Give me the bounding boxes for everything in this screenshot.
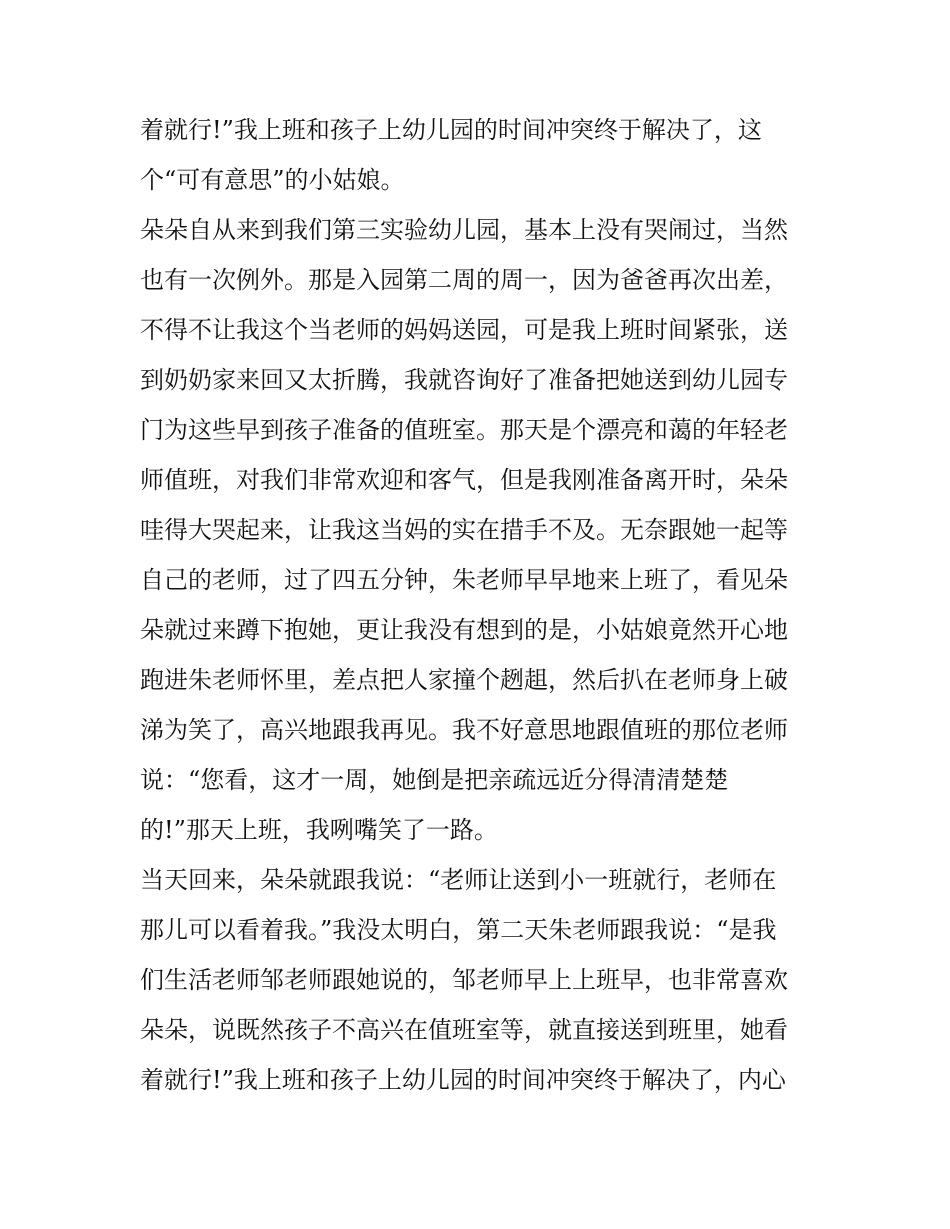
- text-line: 当天回来，朵朵就跟我说：“老师让送到小一班就行，老师在: [140, 866, 777, 894]
- text-line: 门为这些早到孩子准备的值班室。那天是个漂亮和蔼的年轻老: [140, 416, 788, 444]
- text-line: 说：“您看，这才一周，她倒是把亲疏远近分得清清楚楚: [140, 766, 729, 794]
- text-line: 不得不让我这个当老师的妈妈送园，可是我上班时间紧张，送: [140, 316, 788, 344]
- text-line: 自己的老师，过了四五分钟，朱老师早早地来上班了，看见朵: [140, 566, 788, 594]
- text-line: 个“可有意思”的小姑娘。: [140, 166, 405, 194]
- text-line: 朵朵自从来到我们第三实验幼儿园，基本上没有哭闹过，当然: [140, 216, 788, 244]
- text-line: 朵朵，说既然孩子不高兴在值班室等，就直接送到班里，她看: [140, 1016, 788, 1044]
- text-line: 着就行!”我上班和孩子上幼儿园的时间冲突终于解决了，内心: [140, 1066, 786, 1094]
- text-line: 也有一次例外。那是入园第二周的周一，因为爸爸再次出差，: [140, 266, 788, 294]
- text-line: 哇得大哭起来，让我这当妈的实在措手不及。无奈跟她一起等: [140, 516, 788, 544]
- text-line: 师值班，对我们非常欢迎和客气，但是我刚准备离开时，朵朵: [140, 466, 788, 494]
- text-line: 涕为笑了，高兴地跟我再见。我不好意思地跟值班的那位老师: [140, 716, 788, 744]
- text-line: 们生活老师邹老师跟她说的，邹老师早上上班早，也非常喜欢: [140, 966, 788, 994]
- text-line: 着就行!”我上班和孩子上幼儿园的时间冲突终于解决了，这: [140, 116, 762, 144]
- text-line: 朵就过来蹲下抱她，更让我没有想到的是，小姑娘竟然开心地: [140, 616, 788, 644]
- text-line: 跑进朱老师怀里，差点把人家撞个趔趄，然后扒在老师身上破: [140, 666, 788, 694]
- text-line: 的!”那天上班，我咧嘴笑了一路。: [140, 816, 498, 844]
- text-line: 到奶奶家来回又太折腾，我就咨询好了准备把她送到幼儿园专: [140, 366, 788, 394]
- text-line: 那儿可以看着我。”我没太明白，第二天朱老师跟我说：“是我: [140, 916, 777, 944]
